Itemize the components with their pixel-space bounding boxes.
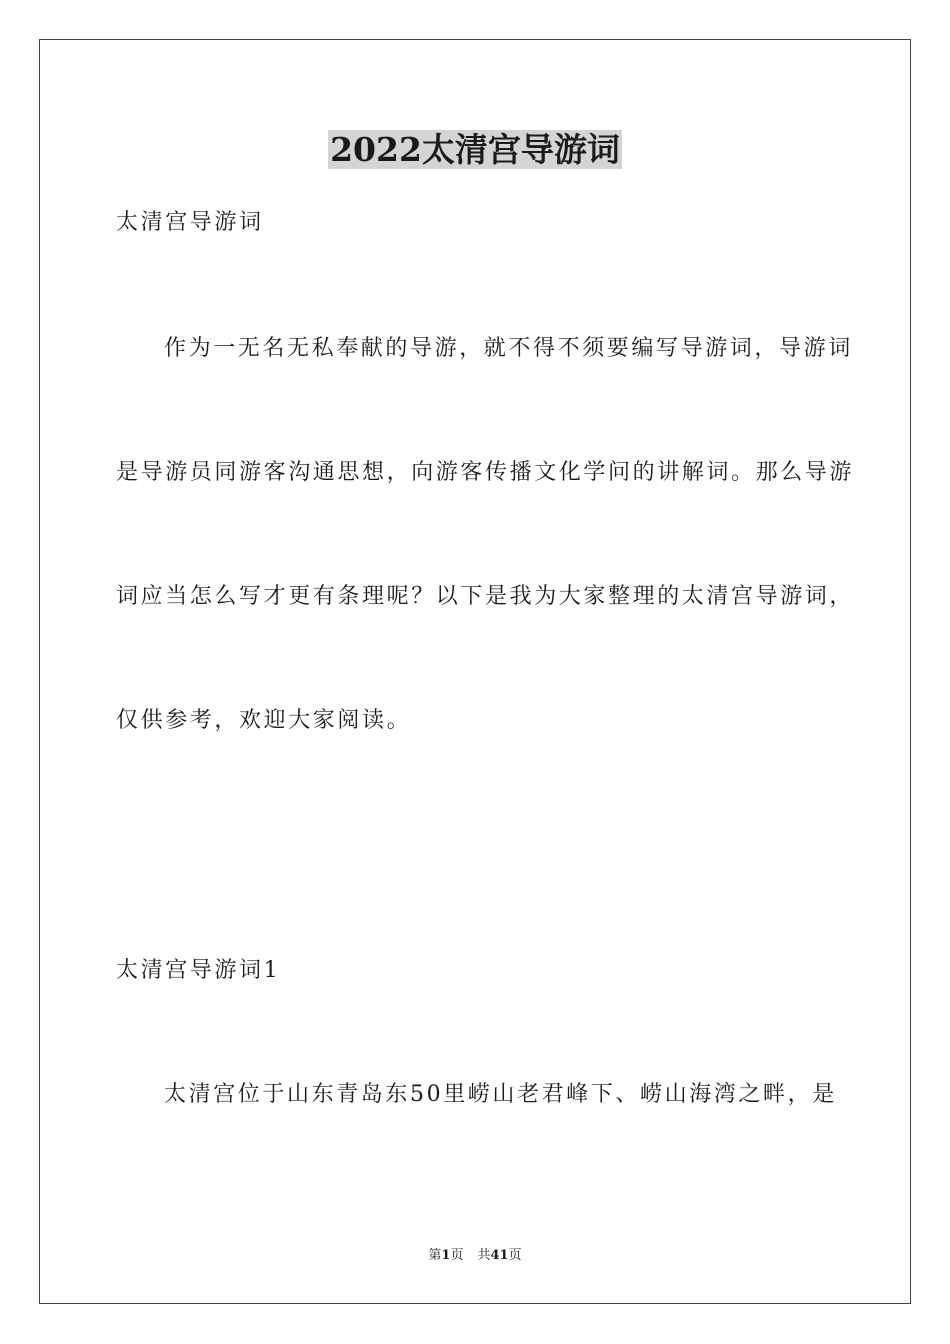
section-heading-intro: 太清宫导游词 xyxy=(116,210,264,235)
page-footer xyxy=(0,1247,950,1265)
footer-page-mid: 页 xyxy=(450,1248,464,1263)
paragraph-line: 作为一无名无私奉献的导游，就不得不须要编写导游词，导游词 xyxy=(164,336,853,361)
paragraph-line: 是导游员同游客沟通思想，向游客传播文化学问的讲解词。那么导游 xyxy=(116,460,855,485)
footer-total-suffix: 页 xyxy=(508,1248,522,1263)
paragraph-line: 词应当怎么写才更有条理呢？以下是我为大家整理的太清宫导游词， xyxy=(116,584,855,609)
document-title xyxy=(0,128,950,172)
paragraph-line: 仅供参考，欢迎大家阅读。 xyxy=(116,708,412,733)
document-title-text: 2022太清宫导游词 xyxy=(330,130,620,169)
paragraph-line: 太清宫位于山东青岛东50里崂山老君峰下、崂山海湾之畔，是 xyxy=(164,1082,837,1107)
section-heading-1: 太清宫导游词1 xyxy=(116,958,281,983)
footer-total-prefix: 共 xyxy=(477,1248,491,1263)
footer-page-prefix: 第 xyxy=(428,1248,442,1263)
footer-page-current: 1 xyxy=(441,1248,451,1263)
footer-page-total: 41 xyxy=(490,1248,509,1263)
